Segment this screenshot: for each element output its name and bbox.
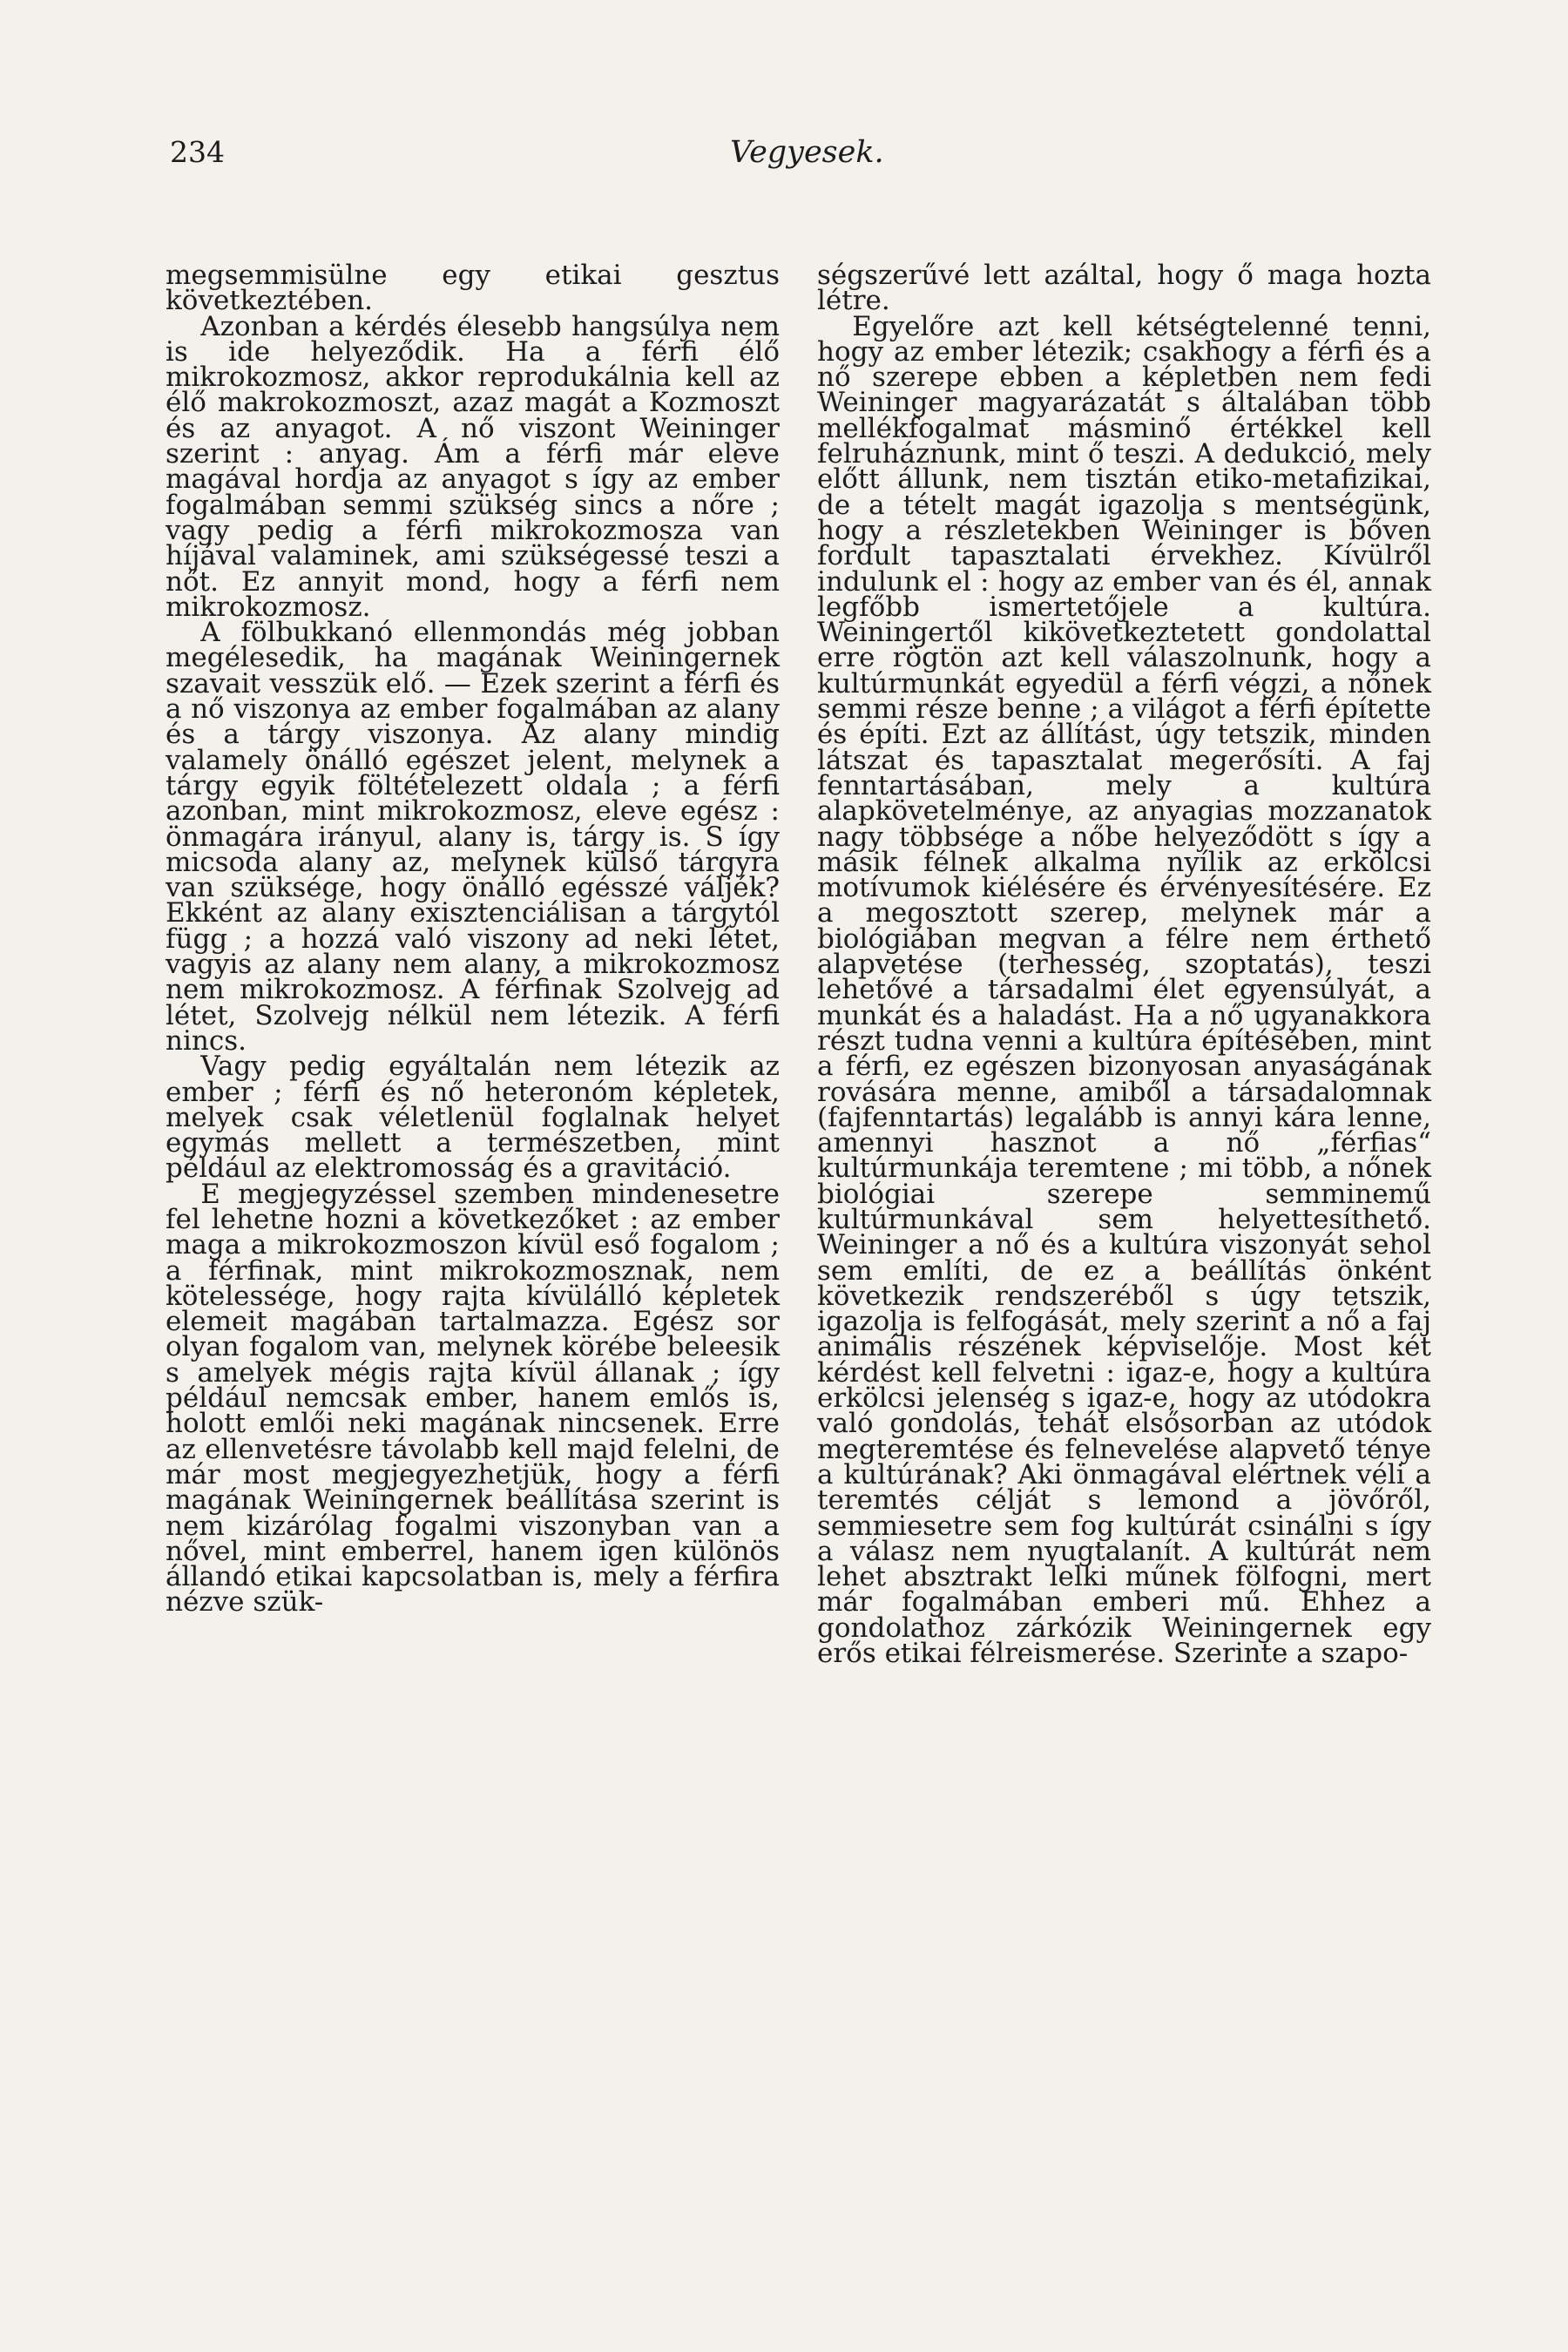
page-header [0, 135, 1568, 187]
paragraph: A fölbukkanó ellenmondás még jobban megélesedik, ha magának Weiningernek szavait vesszük elő. — Ezek szerint a férfi és a nő viszonya az ember fogalmában az alany és a tárgy viszonya. Az alany mindig valamely önálló egészet jelent, melynek a tárgy egyik föltételezett oldala ; a férfi azonban, mint mikrokozmosz, eleve egész : önmagára irányul, alany is, tárgy is. S így micsoda alany az, melynek külső tárgyra van szüksége, hogy önálló egésszé váljék? Ekként az alany exisztenciálisan a tárgytól függ ; a hozzá való viszony ad neki létet, vagyis az alany nem alany, a mikrokozmosz nem mikrokozmosz. A férfinak Szolvejg ad létet, Szolvejg nélkül nem létezik. A férfi nincs. [166, 617, 780, 1057]
running-title: Vegyesek. [730, 135, 884, 170]
left-column [166, 260, 780, 1619]
paragraph: Azonban a kérdés élesebb hangsúlya nem is ide helyeződik. Ha a férfi élő mikrokozmosz, akkor reprodukálnia kell az élő makrokozmoszt, azaz magát a Kozmoszt és az anyagot. A nő viszont Weininger szerint : anyag. Ám a férfi már eleve magával hordja az anyagot s így az ember fogalmában semmi szükség sincs a nőre ; vagy pedig a férfi mikrokozmosza van híjával valaminek, ami szükségessé teszi a nőt. Ez annyit mond, hogy a férfi nem mikrokozmosz. [166, 310, 780, 623]
page-number: 234 [170, 135, 225, 169]
paragraph: megsemmisülne egy etikai gesztus következtében. [166, 260, 780, 317]
paragraph: Vagy pedig egyáltalán nem létezik az ember ; férfi és nő heteronóm képletek, melyek csak véletlenül foglalnak helyet egymás mellett a természetben, mint például az elektromosság és a gravitáció. [166, 1051, 780, 1185]
paragraph: E megjegyzéssel szemben mindenesetre fel lehetne hozni a következőket : az ember maga a mikrokozmoszon kívül eső fogalom ; a férfinak, mint mikrokozmosznak, nem kötelessége, hogy rajta kívülálló képletek elemeit magában tartalmazza. Egész sor olyan fogalom van, melynek körébe beleesik s amelyek mégis rajta kívül állanak ; így például nemcsak ember, hanem emlős is, holott emlői neki magának nincsenek. Erre az ellenvetésre távolabb kell majd felelni, de már most megjegyezhetjük, hogy a férfi magának Weiningernek beállítása szerint is nem kizárólag fogalmi viszonyban van a nővel, mint emberrel, hanem igen különös állandó etikai kapcsolatban is, mely a férfira nézve szük- [166, 1178, 780, 1619]
paragraph: ségszerűvé lett azáltal, hogy ő maga hozta létre. [817, 260, 1431, 317]
paragraph: Egyelőre azt kell kétségtelenné tenni, hogy az ember létezik; csakhogy a férfi és a nő szerepe ebben a képletben nem fedi Weininger magyarázatát s általában több mellékfogalmat másminő értékkel kell felruháznunk, mint ő teszi. A dedukció, mely előtt állunk, nem tisztán etiko-metafizikai, de a tételt magát igazolja s mentségünk, hogy a részletekben Weininger is bőven fordult tapasztalati érvekhez. Kívülről indulunk el : hogy az ember van és él, annak legfőbb ismertetőjele a kultúra. Weiningertől kikövetkeztetett gondolattal erre rögtön azt kell válaszolnunk, hogy a kultúrmunkát egyedül a férfi végzi, a nőnek semmi része benne ; a világot a férfi építette és építi. Ezt az állítást, úgy tetszik, minden látszat és tapasztalat megerősíti. A faj fenntartásában, mely a kultúra alapkövetelménye, az anyagias mozzanatok nagy többsége a nőbe helyeződött s így a másik félnek alkalma nyílik az erkölcsi motívumok kiélésére és érvényesítésére. Ez a megosztott szerep, melynek már a biológiában megvan a félre nem érthető alapvetése (terhesség, szoptatás), teszi lehetővé a társadalmi élet egyensúlyát, a munkát és a haladást. Ha a nő ugyanakkora részt tudna venni a kultúra építésében, mint a férfi, ez egészen bizonyosan anyaságának rovására menne, amiből a társadalomnak (fajfenntartás) legalább is annyi kára lenne, amennyi hasznot a nő „férfias“ kultúrmunkája teremtene ; mi több, a nőnek biológiai szerepe semminemű kultúrmunkával sem helyettesíthető. Weininger a nő és a kultúra viszonyát sehol sem említi, de ez a beállítás önként következik rendszeréből s úgy tetszik, igazolja is felfogását, mely szerint a nő a faj animális részének képviselője. Most két kérdést kell felvetni : igaz-e, hogy a kultúra erkölcsi jelenség s igaz-e, hogy az utódokra való gondolás, tehát elsősorban az utódok megteremtése és felnevelése alapvető ténye a kultúrának? Aki önmagával elértnek véli a teremtés célját s lemond a jövőről, semmiesetre sem fog kultúrát csinálni s így a válasz nem nyugtalanít. A kultúrát nem lehet absztrakt lelki műnek fölfogni, mert már fogalmában emberi mű. Ehhez a gondolathoz zárkózik Weiningernek egy erős etikai félreismerése. Szerinte a szapo- [817, 310, 1431, 1670]
right-column [817, 260, 1431, 1670]
